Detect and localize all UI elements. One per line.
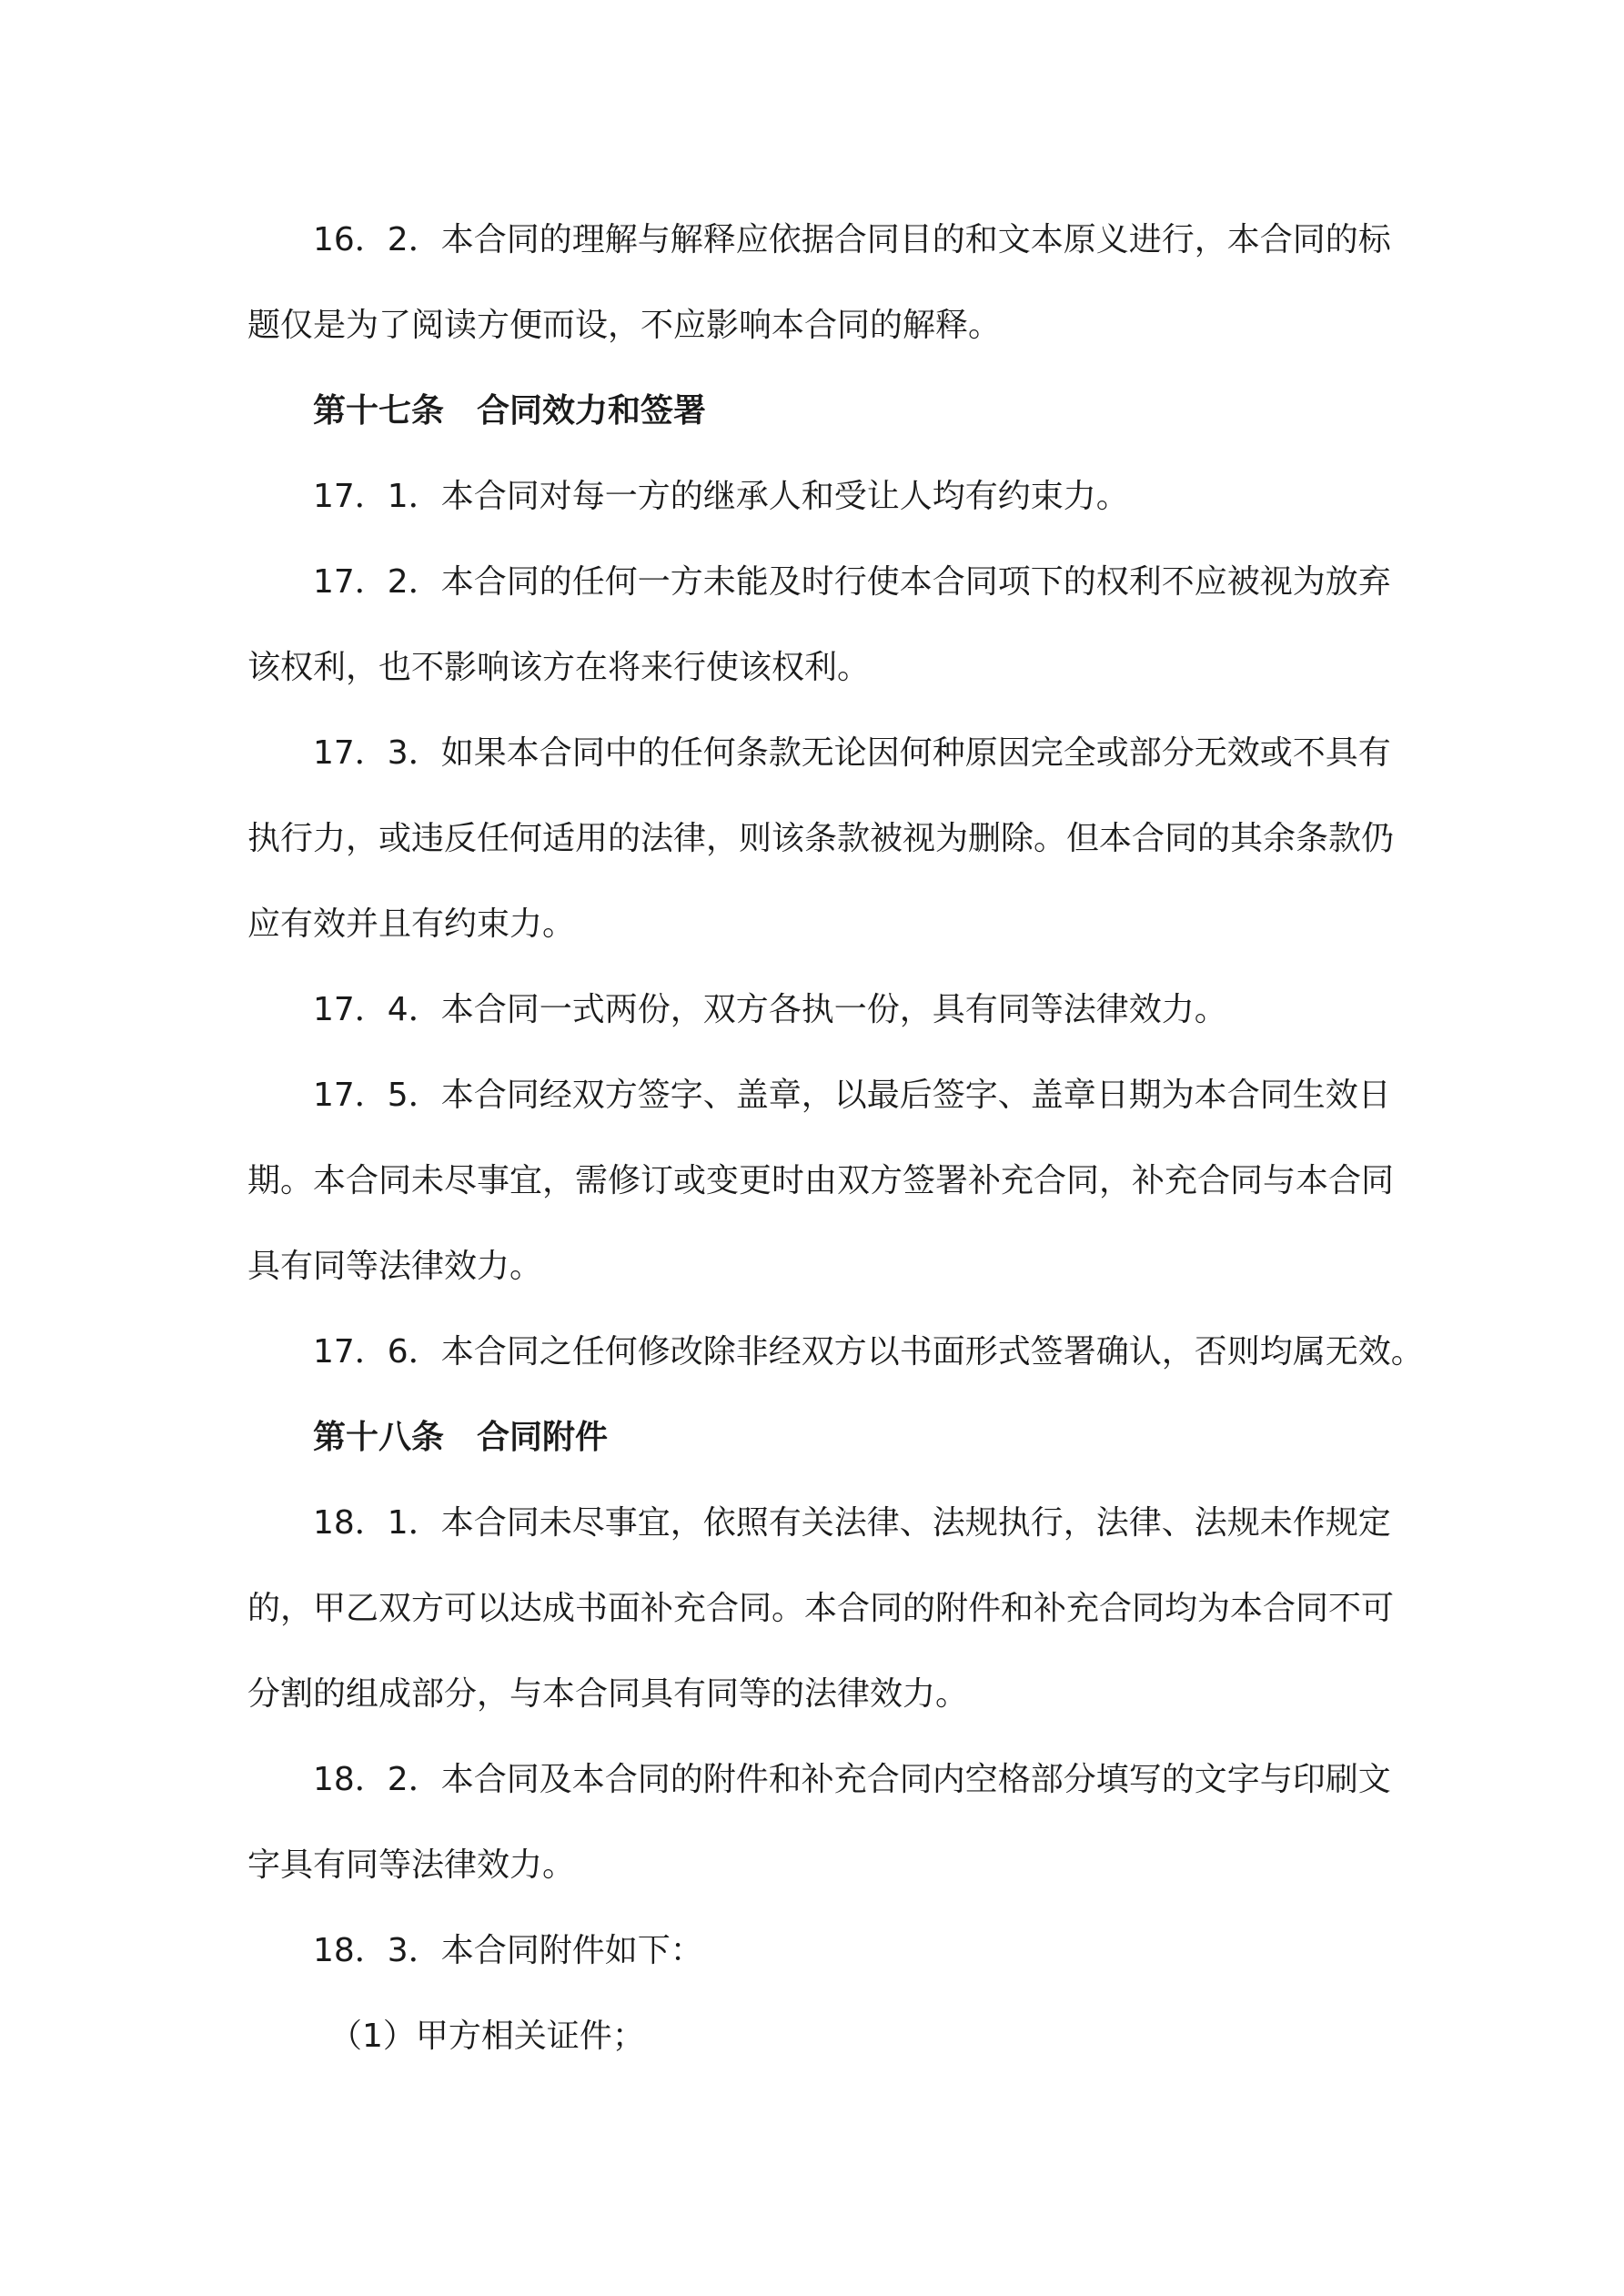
text-line: 期。本合同未尽事宜，需修订或变更时由双方签署补充合同，补充合同与本合同 — [247, 1162, 1395, 1199]
text-line: 题仅是为了阅读方便而设，不应影响本合同的解释。 — [247, 307, 1002, 344]
text-line: 17．6．本合同之任何修改除非经双方以书面形式签署确认，否则均属无效。 — [313, 1333, 1424, 1371]
text-line: 18．2．本合同及本合同的附件和补充合同内空格部分填写的文字与印刷文 — [313, 1761, 1391, 1798]
text-line: 应有效并且有约束力。 — [247, 905, 576, 943]
text-line: 18．3．本合同附件如下： — [313, 1932, 703, 1969]
text-line: 17．5．本合同经双方签字、盖章，以最后签字、盖章日期为本合同生效日 — [313, 1077, 1391, 1114]
text-line: 该权利，也不影响该方在将来行使该权利。 — [247, 649, 871, 686]
text-line: 16．2．本合同的理解与解释应依据合同目的和文本原义进行，本合同的标 — [313, 221, 1391, 258]
text-line: 17．1．本合同对每一方的继承人和受让人均有约束力。 — [313, 478, 1129, 515]
section-heading: 第十八条 合同附件 — [313, 1419, 609, 1456]
text-line: 18．1．本合同未尽事宜，依照有关法律、法规执行，法律、法规未作规定 — [313, 1504, 1391, 1542]
text-line: 17．2．本合同的任何一方未能及时行使本合同项下的权利不应被视为放弃 — [313, 563, 1391, 601]
text-line: 执行力，或违反任何适用的法律，则该条款被视为删除。但本合同的其余条款仍 — [247, 820, 1395, 857]
text-line: 17．4．本合同一式两份，双方各执一份，具有同等法律效力。 — [313, 991, 1227, 1028]
text-line: 的，甲乙双方可以达成书面补充合同。本合同的附件和补充合同均为本合同不可 — [247, 1590, 1395, 1627]
text-line: 17．3．如果本合同中的任何条款无论因何种原因完全或部分无效或不具有 — [313, 734, 1391, 772]
list-item: （1）甲方相关证件； — [329, 2018, 645, 2055]
section-heading: 第十七条 合同效力和签署 — [313, 392, 707, 430]
text-line: 具有同等法律效力。 — [247, 1248, 543, 1285]
text-line: 分割的组成部分，与本合同具有同等的法律效力。 — [247, 1675, 969, 1713]
text-line: 字具有同等法律效力。 — [247, 1846, 576, 1884]
